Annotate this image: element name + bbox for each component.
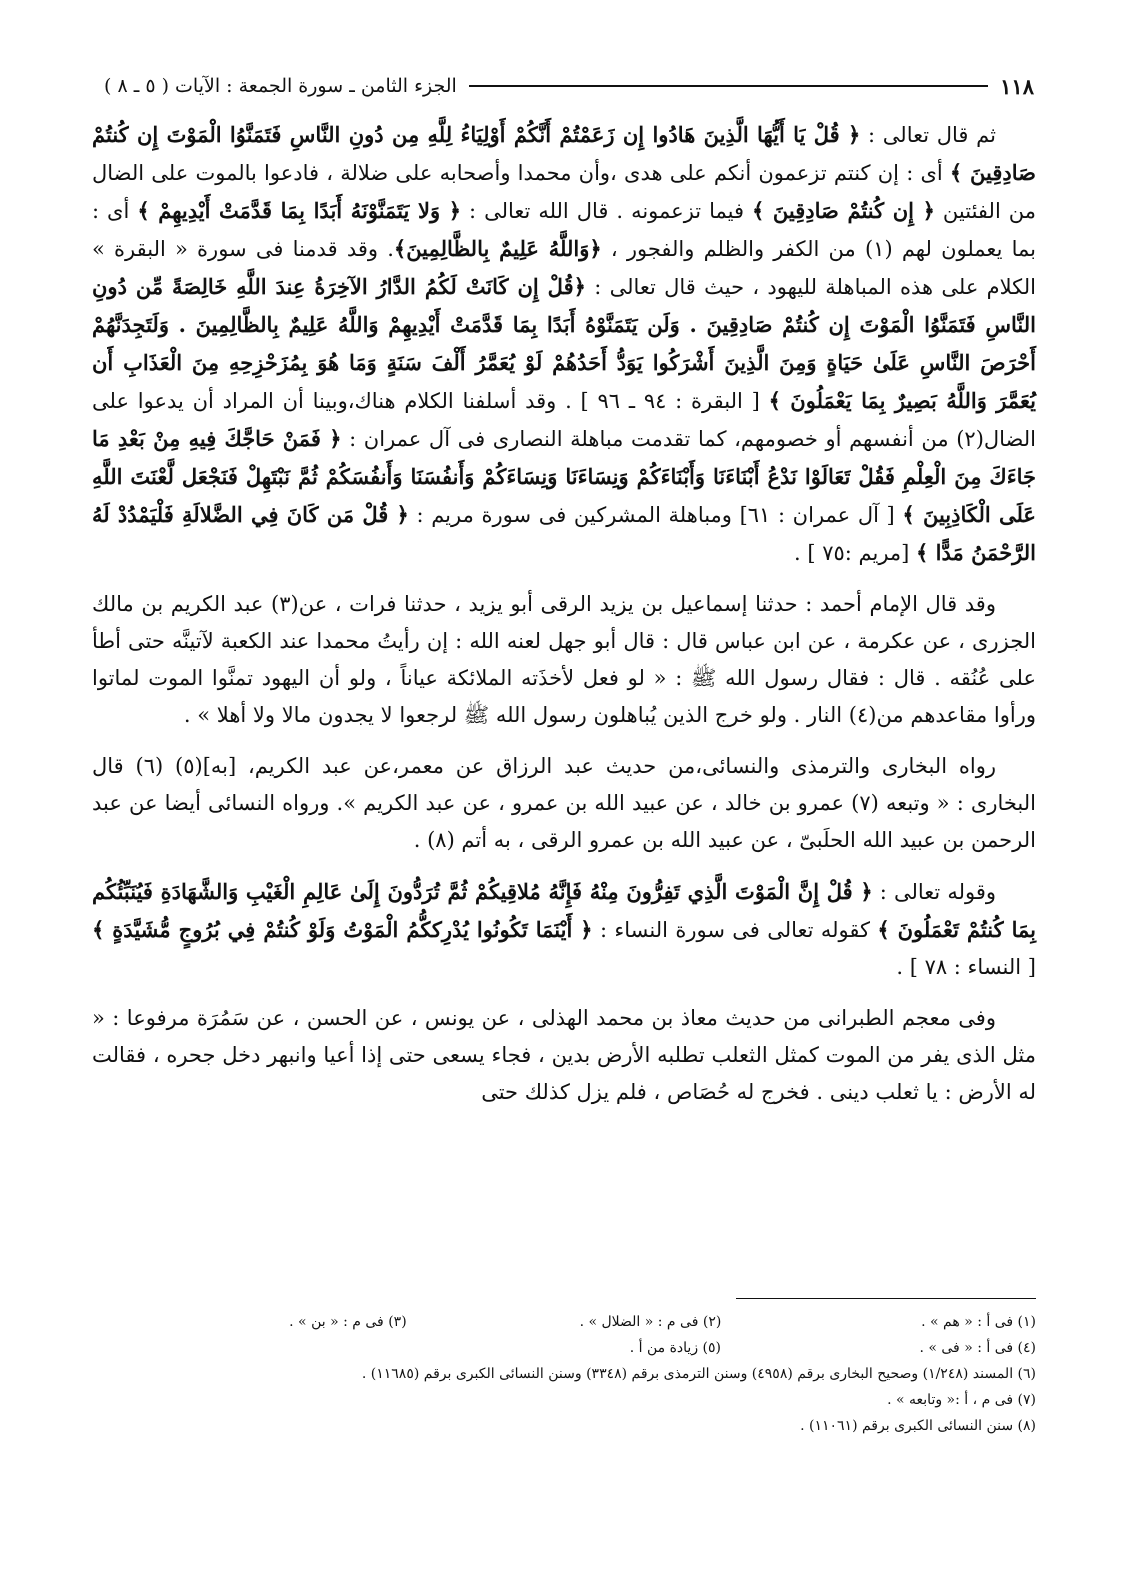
paragraph bbox=[92, 873, 1036, 986]
text-segment: [ البقرة : ٩٤ ـ ٩٦ ] . bbox=[565, 389, 769, 413]
footnotes bbox=[92, 1298, 1036, 1439]
paragraph bbox=[92, 1000, 1036, 1111]
text-segment: وقد أسلفنا الكلام هناك،وبينا أن المراد أن يدعوا على الضال(٢) من أنفسهم أو خصومهم، كما تقدمت مباهلة النصارى فى آل عمران : bbox=[92, 389, 1036, 451]
quran-quote: ﴿ قُلْ يَا أَيُّهَا الَّذِينَ هَادُوا إِن زَعَمْتُمْ أَنَّكُمْ أَوْلِيَاءُ لِلَّهِ مِن دُونِ النَّاسِ فَتَمَنَّوُا الْمَوْتَ إِن كُنتُمْ صَادِقِينَ ﴾ bbox=[92, 122, 1036, 185]
footnote: (٢) فى م : « الضلال » . bbox=[579, 1314, 722, 1330]
footnote: (٣) فى م : « بن » . bbox=[289, 1314, 407, 1330]
text-segment: رواه البخارى والترمذى والنسائى،من حديث عبد الرزاق عن معمر،عن عبد الكريم، [به](٥) (٦) قال البخارى : « وتبعه (٧) عمرو بن خالد ، عن عبيد الله بن عمرو ، عن عبد الكريم ». ورواه النسائى أيضا عن عبد الرحمن بن عبيد الله الحلَبىّ ، عن عبيد الله بن عمرو الرقى ، به أتم (٨) . bbox=[92, 754, 1036, 852]
quran-quote: ﴿ فَمَنْ حَاجَّكَ فِيهِ مِنْ بَعْدِ مَا جَاءَكَ مِنَ الْعِلْمِ فَقُلْ تَعَالَوْا نَدْعُ أَبْنَاءَنَا وَأَبْنَاءَكُمْ وَنِسَاءَنَا وَنِسَاءَكُمْ وَأَنفُسَنَا وَأَنفُسَكُمْ ثُمَّ نَبْتَهِلْ فَنَجْعَل لَّعْنَتَ اللَّهِ عَلَى الْكَاذِبِينَ ﴾ bbox=[92, 426, 1036, 527]
text-segment: أى : إن كنتم تزعمون أنكم على هدى ،وأن محمدا وأصحابه على ضلالة ، فادعوا بالموت على الضال من الفئتين bbox=[92, 161, 1037, 223]
quran-quote: ﴿ قُلْ إِنَّ الْمَوْتَ الَّذِي تَفِرُّونَ مِنْهُ فَإِنَّهُ مُلاقِيكُمْ ثُمَّ تُرَدُّونَ إِلَىٰ عَالِمِ الْغَيْبِ وَالشَّهَادَةِ فَيُنَبِّئُكُم بِمَا كُنتُمْ تَعْمَلُونَ ﴾ bbox=[92, 879, 1036, 942]
quran-quote: ﴿ إِن كُنتُمْ صَادِقِينَ ﴾ bbox=[752, 198, 935, 223]
quran-quote: ﴿ أَيْنَمَا تَكُونُوا يُدْرِككُّمُ الْمَوْتُ وَلَوْ كُنتُمْ فِي بُرُوجٍ مُّشَيَّدَةٍ ﴾ bbox=[92, 917, 593, 942]
paragraph bbox=[92, 116, 1036, 572]
text-segment: وقوله تعالى : bbox=[872, 880, 996, 904]
footnote-rule bbox=[736, 1298, 1036, 1299]
page-number: ١١٨ bbox=[1000, 73, 1034, 99]
text-segment: [مريم :٧٥ ] . bbox=[793, 541, 917, 565]
text-segment: ثم قال تعالى : bbox=[860, 123, 996, 147]
quran-quote: ﴿قُلْ إِن كَانَتْ لَكُمُ الدَّارُ الآخِرَةُ عِندَ اللَّهِ خَالِصَةً مِّن دُونِ النَّاسِ فَتَمَنَّوُا الْمَوْتَ إِن كُنتُمْ صَادِقِينَ . وَلَن يَتَمَنَّوْهُ أَبَدًا بِمَا قَدَّمَتْ أَيْدِيهِمْ وَاللَّهُ عَلِيمٌ بِالظَّالِمِينَ . وَلَتَجِدَنَّهُمْ أَحْرَصَ النَّاسِ عَلَىٰ حَيَاةٍ وَمِنَ الَّذِينَ أَشْرَكُوا يَوَدُّ أَحَدُهُمْ لَوْ يُعَمَّرُ أَلْفَ سَنَةٍ وَمَا هُوَ بِمُزَحْزِحِهِ مِنَ الْعَذَابِ أَن يُعَمَّرَ وَاللَّهُ بَصِيرٌ بِمَا يَعْمَلُونَ ﴾ bbox=[92, 274, 1036, 413]
text-segment: . وقد قدمنا فى سورة « البقرة » الكلام على هذه المباهلة لليهود ، حيث قال تعالى : bbox=[92, 237, 1036, 299]
header-rule bbox=[469, 85, 988, 87]
footnote: (٥) زيادة من أ . bbox=[629, 1340, 721, 1356]
text-segment: وفى معجم الطبرانى من حديث معاذ بن محمد الهذلى ، عن يونس ، عن الحسن ، عن سَمُرَة مرفوعا : « مثل الذى يفر من الموت كمثل الثعلب تطلبه الأرض بدين ، فجاء يسعى حتى إذا أعيا وانبهر دخل جحره ، فقالت له الأرض : يا ثعلب دينى . فخرج له حُصَاص ، فلم يزل كذلك حتى bbox=[92, 1006, 1036, 1104]
footnote: (٧) فى م ، أ :« وتابعه » . bbox=[887, 1392, 1036, 1408]
text-segment: أى : بما يعملون لهم (١) من الكفر والظلم والفجور ، bbox=[92, 199, 1036, 261]
main-text bbox=[92, 116, 1036, 1125]
paragraph bbox=[92, 748, 1036, 859]
footnote-row bbox=[92, 1309, 1036, 1335]
text-segment: كقوله تعالى فى سورة النساء : bbox=[592, 918, 878, 942]
text-segment: فيما تزعمونه . قال الله تعالى : bbox=[461, 199, 753, 223]
text-segment: [ النساء : ٧٨ ] . bbox=[896, 955, 1036, 979]
footnote: (١) فى أ : « هم » . bbox=[921, 1314, 1036, 1330]
quran-quote: ﴿وَاللَّهُ عَلِيمٌ بِالظَّالِمِينَ﴾ bbox=[393, 236, 602, 261]
quran-quote: ﴿ قُلْ مَن كَانَ فِي الضَّلالَةِ فَلْيَمْدُدْ لَهُ الرَّحْمَنُ مَدًّا ﴾ bbox=[92, 502, 1036, 565]
running-header bbox=[104, 66, 1034, 106]
footnote: (٤) فى أ : « فى » . bbox=[919, 1340, 1036, 1356]
footnote: (٦) المسند (١/٢٤٨) وصحيح البخارى برقم (٤٩٥٨) وسنن الترمذى برقم (٣٣٤٨) وسنن النسائى الكبرى برقم (١١٦٨٥) . bbox=[361, 1366, 1036, 1382]
footnote-row bbox=[92, 1335, 1036, 1361]
quran-quote: ﴿ وَلا يَتَمَنَّوْنَهُ أَبَدًا بِمَا قَدَّمَتْ أَيْدِيهِمْ ﴾ bbox=[137, 198, 462, 223]
paragraph bbox=[92, 586, 1036, 734]
text-segment: وقد قال الإمام أحمد : حدثنا إسماعيل بن يزيد الرقى أبو يزيد ، حدثنا فرات ، عن(٣) عبد الكريم بن مالك الجزرى ، عن عكرمة ، عن ابن عباس قال : قال أبو جهل لعنه الله : إن رأيتُ محمدا عند الكعبة لآتينَّه حتى أطأ على عُنُقه . قال : فقال رسول الله ﷺ : « لو فعل لأخذَته الملائكة عياناً ، ولو أن اليهود تمنَّوا الموت لماتوا ورأوا مقاعدهم من(٤) النار . ولو خرج الذين يُباهلون رسول الله ﷺ لرجعوا لا يجدون مالا ولا أهلا » . bbox=[92, 592, 1036, 727]
running-title: الجزء الثامن ـ سورة الجمعة : الآيات ( ٥ ـ ٨ ) bbox=[104, 75, 457, 97]
text-segment: [ آل عمران : ٦١] ومباهلة المشركين فى سورة مريم : bbox=[408, 503, 903, 527]
footnote: (٨) سنن النسائى الكبرى برقم (١١٠٦١) . bbox=[800, 1418, 1036, 1434]
